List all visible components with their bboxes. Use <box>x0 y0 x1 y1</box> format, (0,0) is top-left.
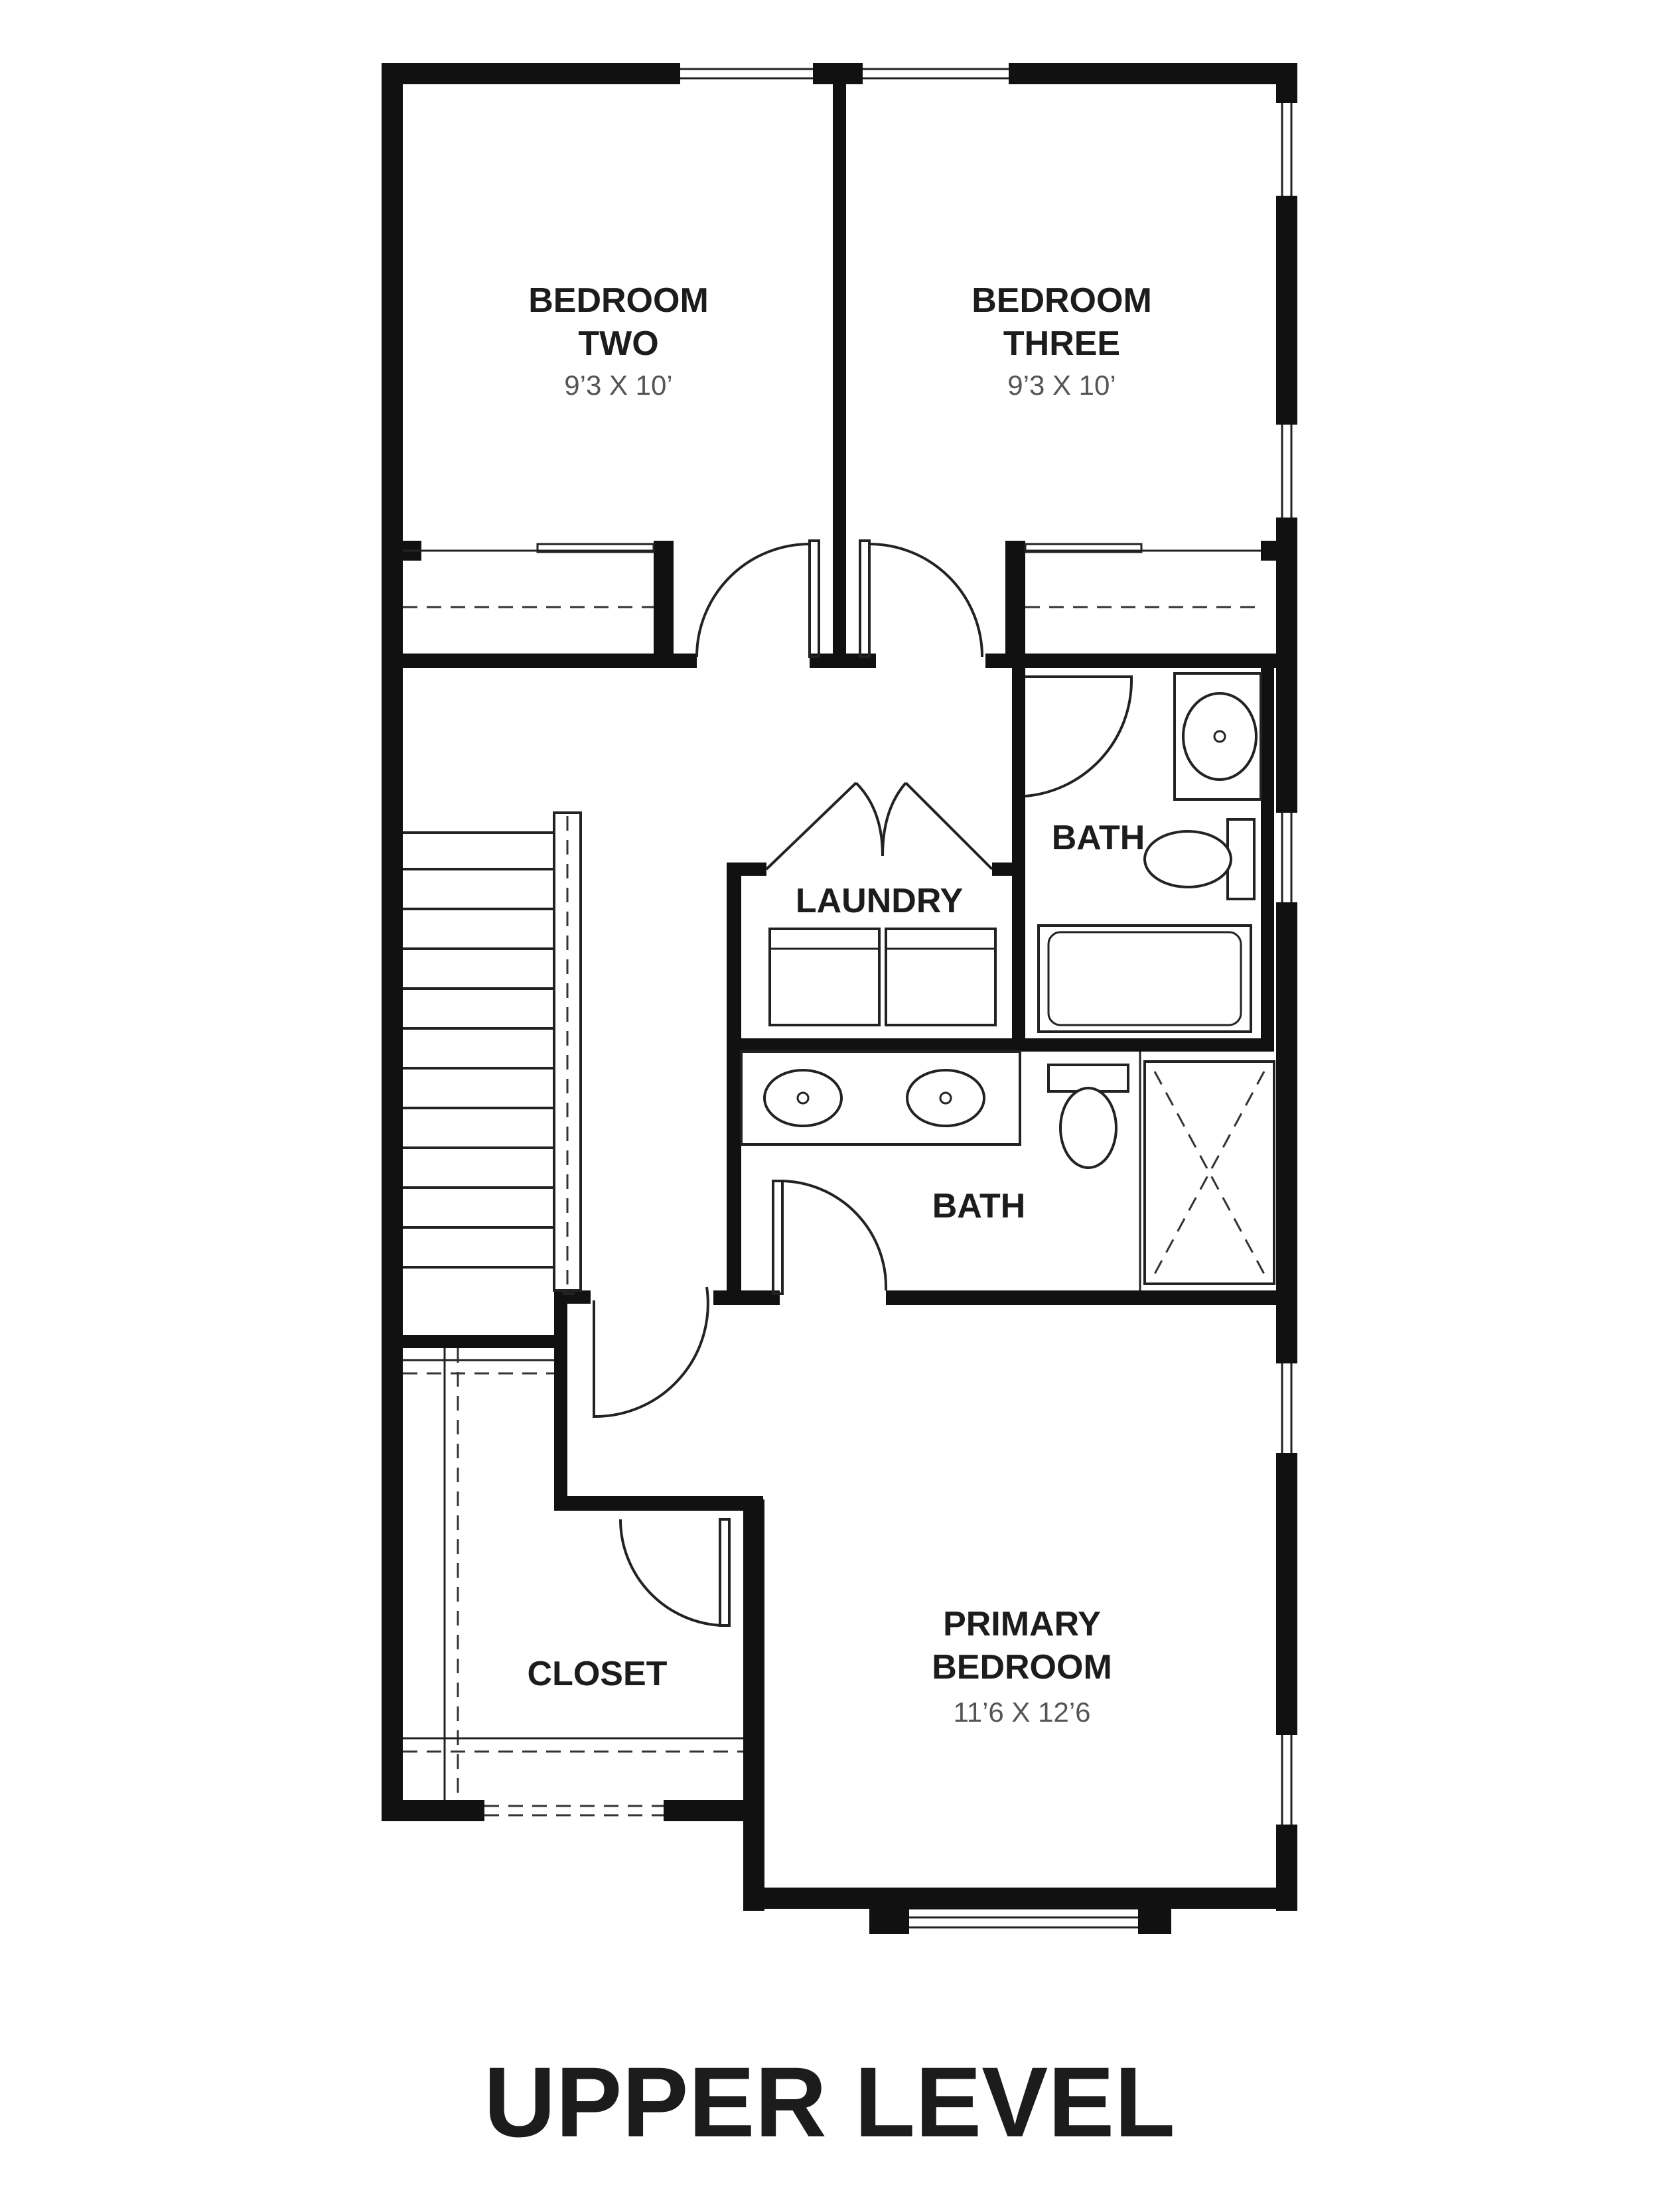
primary-bedroom-label-line2: BEDROOM <box>932 1648 1112 1687</box>
staircase <box>403 813 581 1290</box>
primary-bath-label: BATH <box>932 1187 1026 1225</box>
primary-bedroom-dimensions: 11’6 X 12’6 <box>953 1696 1091 1728</box>
bedroom-two-label-line2: TWO <box>578 324 659 363</box>
bedroom-three-label-line1: BEDROOM <box>972 281 1152 320</box>
doors <box>403 541 1261 1800</box>
bedroom-two-label-line1: BEDROOM <box>528 281 709 320</box>
bedroom-three-label-line2: THREE <box>1003 324 1121 363</box>
closet-label: CLOSET <box>527 1655 668 1693</box>
primary-bedroom-label-line1: PRIMARY <box>943 1605 1101 1643</box>
laundry-label: LAUNDRY <box>795 882 964 920</box>
bedroom-three-dimensions: 9’3 X 10’ <box>1007 370 1116 401</box>
interior-walls <box>382 63 1297 1511</box>
plan-title: UPPER LEVEL <box>484 2046 1175 2158</box>
hall-bath-label: BATH <box>1051 819 1145 857</box>
bedroom-two-dimensions: 9’3 X 10’ <box>564 370 673 401</box>
